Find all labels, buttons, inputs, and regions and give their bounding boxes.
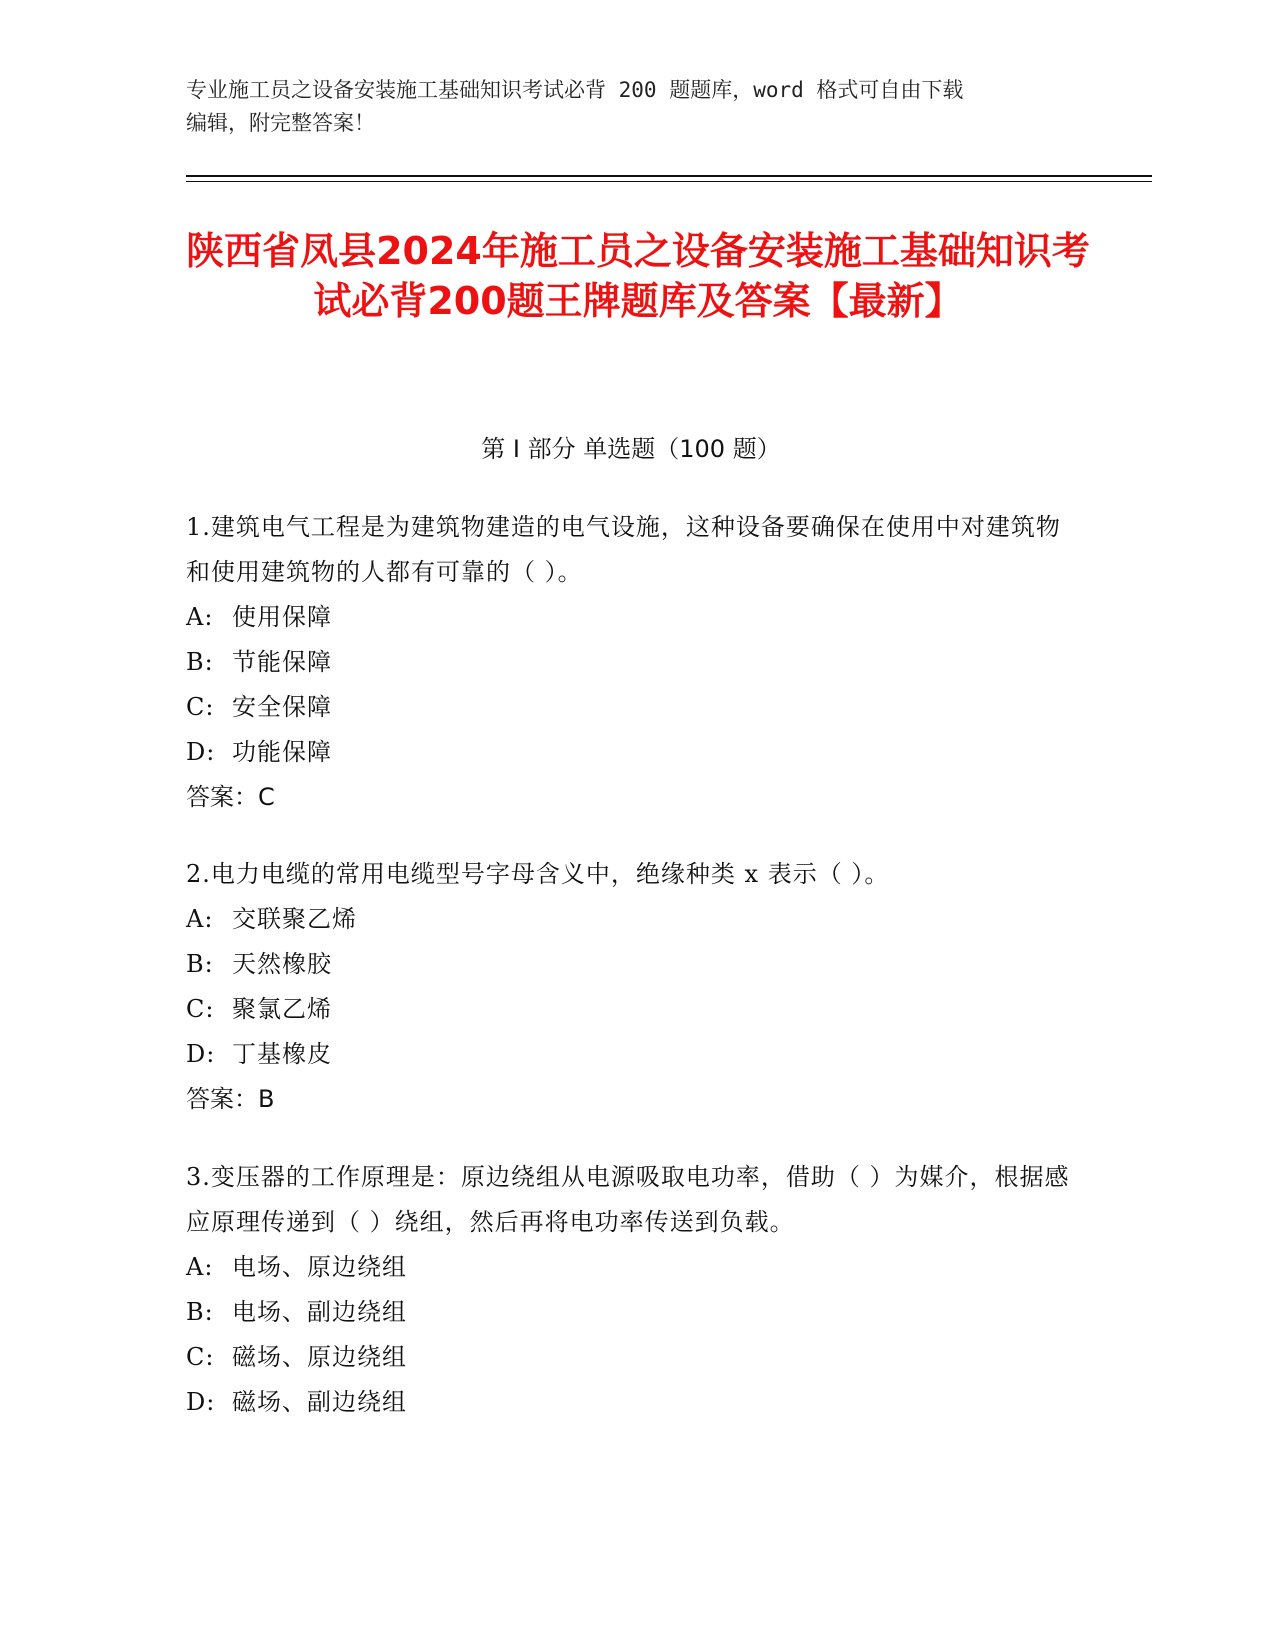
option-text: 磁场、副边绕组 <box>232 1388 407 1416</box>
option-d <box>186 1380 1076 1425</box>
answer-line: 答案：C <box>186 783 275 811</box>
header-line-2: 编辑，附完整答案！ <box>186 111 375 135</box>
question-stem: 3.变压器的工作原理是：原边绕组从电源吸取电功率，借助（ ）为媒介，根据感应原理传递到（ ）绕组，然后再将电功率传送到负载。 <box>186 1163 1070 1236</box>
option-text: 交联聚乙烯 <box>232 905 357 933</box>
option-label: D: <box>186 1040 216 1068</box>
option-c <box>186 1335 1076 1380</box>
option-text: 电场、副边绕组 <box>232 1298 407 1326</box>
option-text: 天然橡胶 <box>232 950 332 978</box>
option-label: C: <box>186 1343 215 1371</box>
section-heading: 第 I 部分 单选题（100 题） <box>481 435 781 463</box>
option-label: D: <box>186 738 216 766</box>
option-label: B: <box>186 1298 214 1326</box>
answer-line: 答案：B <box>186 1085 275 1113</box>
document-header <box>186 74 1076 140</box>
option-text: 使用保障 <box>232 603 332 631</box>
option-label: A: <box>186 1253 214 1281</box>
header-line-1: 专业施工员之设备安装施工基础知识考试必背 200 题题库，word 格式可自由下载 <box>186 78 964 102</box>
option-text: 聚氯乙烯 <box>232 995 332 1023</box>
option-label: A: <box>186 603 214 631</box>
option-c <box>186 685 1076 730</box>
option-c <box>186 987 1076 1032</box>
question-2 <box>186 852 1076 1122</box>
question-1 <box>186 505 1076 820</box>
option-b <box>186 1290 1076 1335</box>
option-text: 磁场、原边绕组 <box>232 1343 407 1371</box>
option-label: A: <box>186 905 214 933</box>
question-stem: 2.电力电缆的常用电缆型号字母含义中，绝缘种类 x 表示（ ）。 <box>186 860 890 888</box>
header-rule-thin <box>186 181 1152 182</box>
option-d <box>186 730 1076 775</box>
option-label: B: <box>186 648 214 676</box>
option-text: 安全保障 <box>232 693 332 721</box>
option-b <box>186 640 1076 685</box>
question-stem: 1.建筑电气工程是为建筑物建造的电气设施，这种设备要确保在使用中对建筑物和使用建筑物的人都有可靠的（ ）。 <box>186 513 1061 586</box>
option-text: 功能保障 <box>232 738 332 766</box>
option-text: 丁基橡皮 <box>232 1040 332 1068</box>
option-a <box>186 1245 1076 1290</box>
option-a <box>186 595 1076 640</box>
option-d <box>186 1032 1076 1077</box>
question-3 <box>186 1155 1076 1425</box>
option-b <box>186 942 1076 987</box>
header-rule-thick <box>186 175 1152 177</box>
option-a <box>186 897 1076 942</box>
option-label: C: <box>186 693 215 721</box>
option-label: C: <box>186 995 215 1023</box>
option-text: 节能保障 <box>232 648 332 676</box>
option-label: B: <box>186 950 214 978</box>
document-title: 陕西省凤县2024年施工员之设备安装施工基础知识考试必背200题王牌题库及答案【最新】 <box>186 229 1090 323</box>
option-label: D: <box>186 1388 216 1416</box>
option-text: 电场、原边绕组 <box>232 1253 407 1281</box>
